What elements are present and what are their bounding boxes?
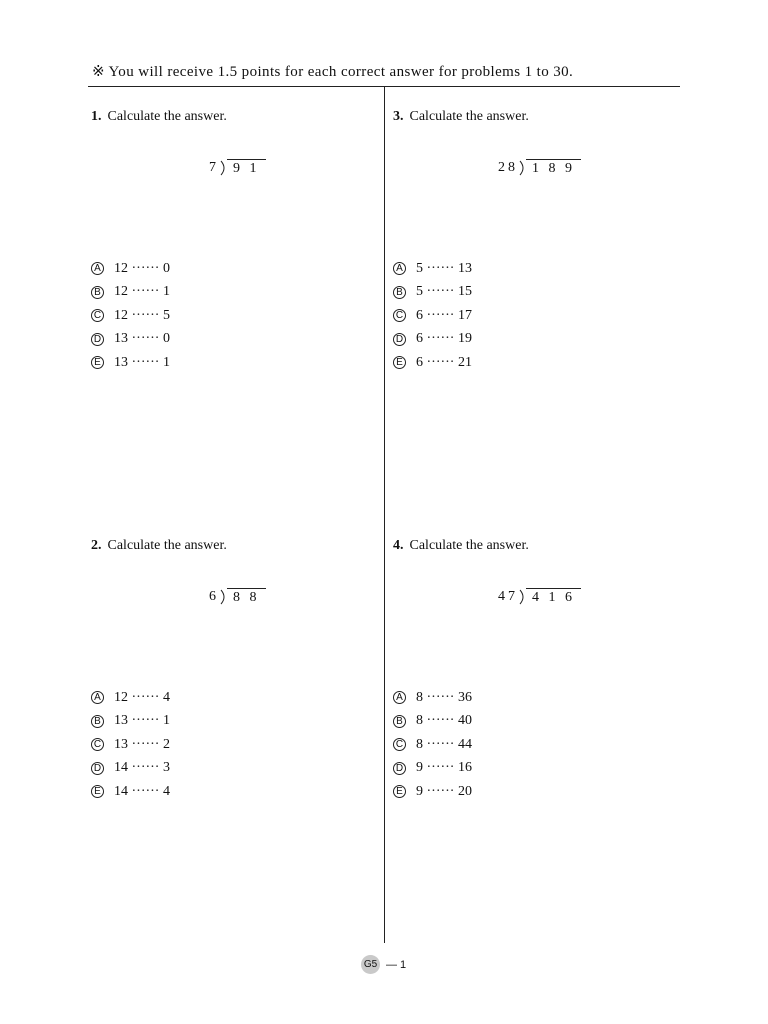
choice-text: 13 ······ 0 bbox=[114, 331, 170, 347]
dividend: 9 1 bbox=[227, 159, 266, 176]
answer-choices bbox=[393, 257, 472, 375]
choice-e[interactable] bbox=[393, 351, 472, 375]
choice-b[interactable] bbox=[91, 281, 170, 305]
dividend: 8 8 bbox=[227, 588, 266, 605]
choice-text: 5 ······ 13 bbox=[416, 260, 472, 276]
problem-2 bbox=[91, 538, 371, 799]
problem-number: 3. bbox=[393, 109, 404, 124]
problem-number: 1. bbox=[91, 109, 102, 124]
problem-1 bbox=[91, 109, 371, 370]
choice-c[interactable] bbox=[91, 733, 170, 757]
division-bracket bbox=[220, 160, 227, 176]
choice-d[interactable] bbox=[393, 757, 472, 781]
choice-c[interactable] bbox=[91, 304, 170, 328]
choice-text: 9 ······ 16 bbox=[416, 760, 472, 776]
choice-text: 6 ······ 19 bbox=[416, 331, 472, 347]
divisor: 6 bbox=[209, 589, 219, 604]
choice-a[interactable] bbox=[393, 686, 472, 710]
choice-text: 12 ······ 5 bbox=[114, 307, 170, 323]
choice-letter: A bbox=[393, 262, 406, 275]
problem-text: Calculate the answer. bbox=[409, 538, 529, 553]
choice-letter: A bbox=[393, 691, 406, 704]
division-bracket bbox=[519, 589, 526, 605]
problem-prompt bbox=[393, 109, 673, 125]
answer-choices bbox=[91, 686, 170, 804]
problem-prompt bbox=[91, 109, 371, 125]
divisor: 28 bbox=[498, 160, 518, 175]
choice-text: 8 ······ 36 bbox=[416, 689, 472, 705]
choice-text: 12 ······ 1 bbox=[114, 284, 170, 300]
choice-text: 8 ······ 40 bbox=[416, 713, 472, 729]
choice-a[interactable] bbox=[393, 257, 472, 281]
choice-letter: B bbox=[393, 715, 406, 728]
choice-text: 5 ······ 15 bbox=[416, 284, 472, 300]
page-footer bbox=[361, 955, 406, 974]
choice-letter: D bbox=[91, 333, 104, 346]
choice-e[interactable] bbox=[393, 780, 472, 804]
choice-c[interactable] bbox=[393, 304, 472, 328]
choice-d[interactable] bbox=[91, 328, 170, 352]
choice-e[interactable] bbox=[91, 780, 170, 804]
choice-letter: B bbox=[393, 286, 406, 299]
dividend: 1 8 9 bbox=[526, 159, 581, 176]
choice-text: 14 ······ 4 bbox=[114, 783, 170, 799]
choice-b[interactable] bbox=[393, 281, 472, 305]
choice-a[interactable] bbox=[91, 257, 170, 281]
long-division bbox=[209, 159, 266, 176]
choice-text: 6 ······ 21 bbox=[416, 354, 472, 370]
page-number: — 1 bbox=[386, 958, 407, 971]
choice-e[interactable] bbox=[91, 351, 170, 375]
problem-4 bbox=[393, 538, 673, 799]
divisor: 7 bbox=[209, 160, 219, 175]
dividend: 4 1 6 bbox=[526, 588, 581, 605]
problem-number: 2. bbox=[91, 538, 102, 553]
choice-letter: D bbox=[393, 762, 406, 775]
choice-text: 9 ······ 20 bbox=[416, 783, 472, 799]
problem-3 bbox=[393, 109, 673, 370]
choice-letter: D bbox=[91, 762, 104, 775]
long-division bbox=[209, 588, 266, 605]
choice-letter: C bbox=[91, 738, 104, 751]
choice-text: 13 ······ 1 bbox=[114, 354, 170, 370]
choice-text: 13 ······ 2 bbox=[114, 736, 170, 752]
instruction-header: ※ You will receive 1.5 points for each correct answer for problems 1 to 30. bbox=[92, 64, 574, 80]
problem-text: Calculate the answer. bbox=[107, 538, 227, 553]
problem-number: 4. bbox=[393, 538, 404, 553]
division-bracket bbox=[519, 160, 526, 176]
problem-prompt bbox=[91, 538, 371, 554]
choice-d[interactable] bbox=[91, 757, 170, 781]
choice-letter: E bbox=[91, 356, 104, 369]
choice-text: 13 ······ 1 bbox=[114, 713, 170, 729]
choice-b[interactable] bbox=[91, 710, 170, 734]
choice-b[interactable] bbox=[393, 710, 472, 734]
problem-prompt bbox=[393, 538, 673, 554]
problem-text: Calculate the answer. bbox=[107, 109, 227, 124]
answer-choices bbox=[91, 257, 170, 375]
choice-letter: E bbox=[91, 785, 104, 798]
choice-text: 6 ······ 17 bbox=[416, 307, 472, 323]
grade-badge: G5 bbox=[361, 955, 380, 974]
choice-letter: D bbox=[393, 333, 406, 346]
choice-letter: C bbox=[393, 309, 406, 322]
choice-c[interactable] bbox=[393, 733, 472, 757]
choice-text: 14 ······ 3 bbox=[114, 760, 170, 776]
choice-text: 12 ······ 4 bbox=[114, 689, 170, 705]
division-bracket bbox=[220, 589, 227, 605]
divisor: 47 bbox=[498, 589, 518, 604]
choice-letter: E bbox=[393, 785, 406, 798]
long-division bbox=[498, 588, 581, 605]
choice-a[interactable] bbox=[91, 686, 170, 710]
column-divider bbox=[384, 87, 385, 943]
choice-d[interactable] bbox=[393, 328, 472, 352]
answer-choices bbox=[393, 686, 472, 804]
long-division bbox=[498, 159, 581, 176]
choice-text: 12 ······ 0 bbox=[114, 260, 170, 276]
choice-letter: B bbox=[91, 286, 104, 299]
choice-letter: C bbox=[393, 738, 406, 751]
choice-text: 8 ······ 44 bbox=[416, 736, 472, 752]
choice-letter: E bbox=[393, 356, 406, 369]
choice-letter: A bbox=[91, 691, 104, 704]
choice-letter: A bbox=[91, 262, 104, 275]
choice-letter: C bbox=[91, 309, 104, 322]
choice-letter: B bbox=[91, 715, 104, 728]
problem-text: Calculate the answer. bbox=[409, 109, 529, 124]
